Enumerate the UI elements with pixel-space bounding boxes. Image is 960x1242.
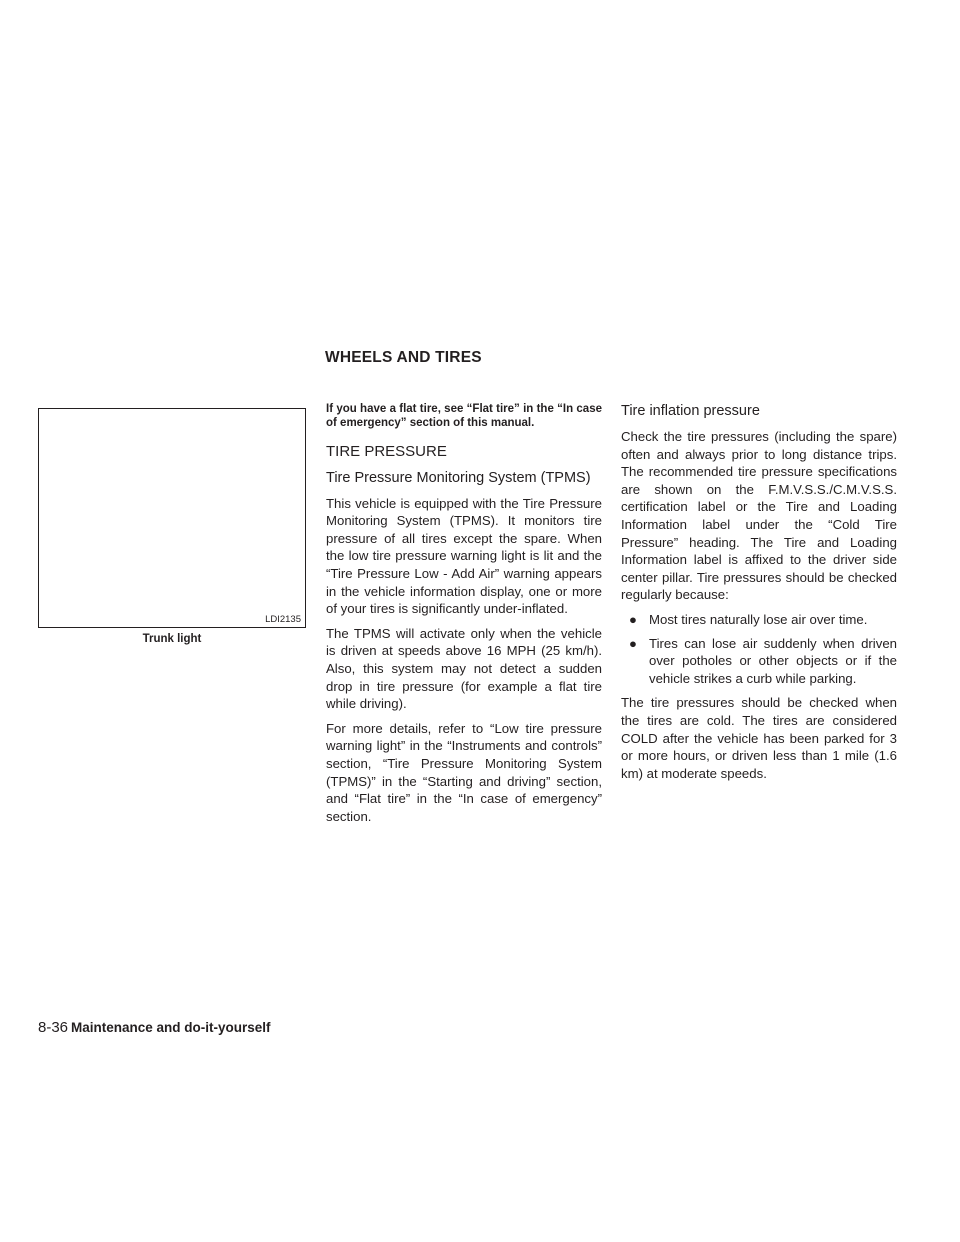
page-footer (38, 1019, 271, 1036)
paragraph: Check the tire pressures (including the spare) often and always prior to long distance trips. The recommended tire pressure specifications are shown on the F.M.V.S.S./C.M.V.S.S. certification label or the Tire and Loading Information label under the “Cold Tire Pressure” heading. The Tire and Loading Information label is affixed to the driver side center pillar. Tire pressures should be checked regularly because: (621, 429, 897, 603)
figure-image (38, 408, 306, 628)
bullet-list (621, 611, 897, 687)
section-title: WHEELS AND TIRES (325, 349, 482, 366)
figure-caption: Trunk light (142, 633, 202, 645)
paragraph: For more details, refer to “Low tire pressure warning light” in the “Instruments and controls” section, “Tire Pressure Monitoring System (TPMS)” in the “Starting and driving” section, and “Flat tire” in the “In case of emergency” section. (326, 720, 602, 824)
paragraph: This vehicle is equipped with the Tire Pressure Monitoring System (TPMS). It monitors tire pressure of all tires except the spare. When the low tire pressure warning light is lit and the “Tire Pressure Low - Add Air” warning appears in the vehicle information display, one or more of your tires is significantly under-inflated. (326, 495, 602, 617)
chapter-title: Maintenance and do-it-yourself (71, 1020, 271, 1035)
tire-pressure-heading: TIRE PRESSURE (326, 443, 447, 460)
list-item (621, 635, 897, 688)
bullet-icon: ● (629, 635, 637, 651)
flat-tire-note: If you have a flat tire, see “Flat tire” in the “In case of emergency” section of this manual. (326, 403, 602, 429)
column-left (326, 402, 602, 832)
paragraph: The TPMS will activate only when the vehicle is driven at speeds above 16 MPH (25 km/h). Also, this system may not detect a sudden drop in tire pressure (for example a flat tire while driving). (326, 625, 602, 712)
page-number: 8-36 (38, 1019, 69, 1036)
column-right (621, 402, 897, 789)
tpms-subheading: Tire Pressure Monitoring System (TPMS) (326, 469, 591, 486)
list-item-text: Most tires naturally lose air over time. (649, 611, 868, 627)
paragraph: The tire pressures should be checked when the tires are cold. The tires are considered COLD after the vehicle has been parked for 3 or more hours, or driven less than 1 mile (1.6 km) at moderate speeds. (621, 695, 897, 781)
figure-code: LDI2135 (265, 614, 301, 625)
list-item (621, 611, 897, 629)
list-item-text: Tires can lose air suddenly when driven over potholes or other objects or if the vehicle strikes a curb while parking. (649, 635, 897, 686)
inflation-pressure-heading: Tire inflation pressure (621, 403, 760, 419)
bullet-icon: ● (629, 611, 637, 627)
